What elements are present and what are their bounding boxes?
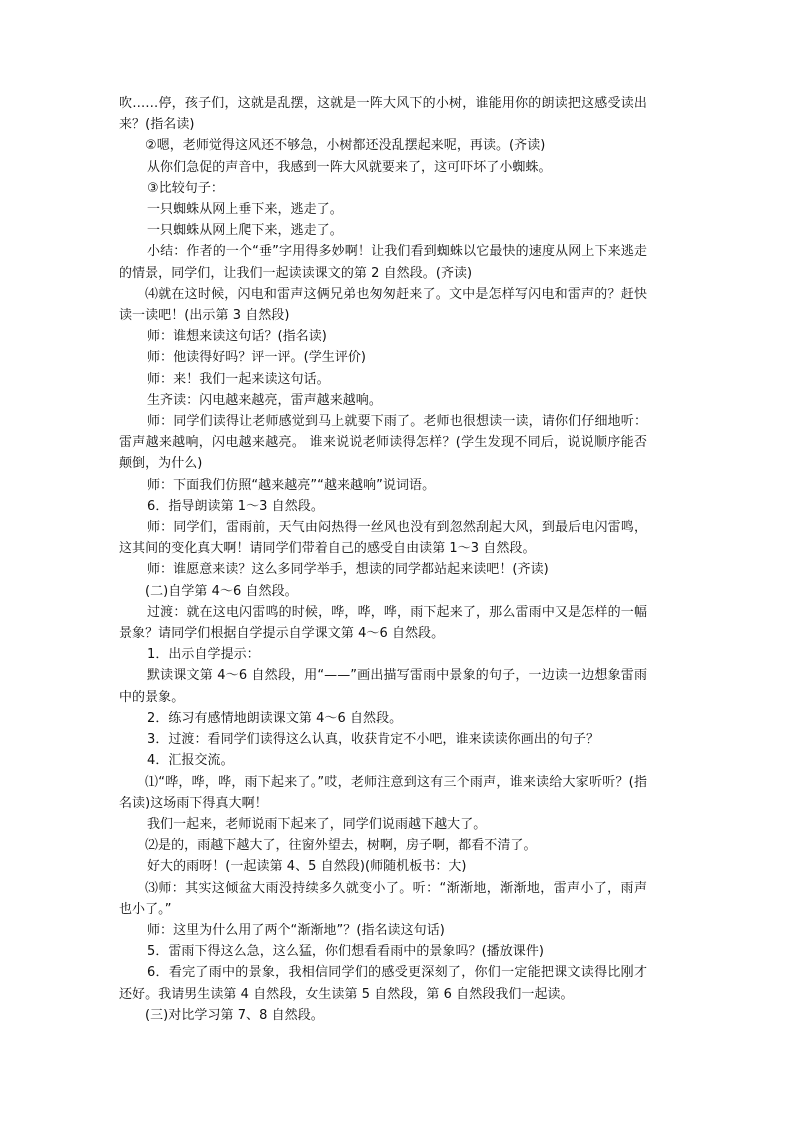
- paragraph: 从你们急促的声音中，我感到一阵大风就要来了，这可吓坏了小蜘蛛。: [147, 159, 552, 175]
- paragraph: 5．雷雨下得这么急，这么猛，你们想看看雨中的景象吗？(播放课件): [147, 944, 545, 960]
- paragraph: 小结：作者的一个“垂”字用得多妙啊！让我们看到蜘蛛以它最快的速度从网上下来逃走的情景，同学们，让我们一起读读课文的第 2 自然段。(齐读): [119, 244, 647, 281]
- paragraph: 师：他读得好吗？评一评。(学生评价): [147, 350, 367, 366]
- paragraph: ⑴“哗，哗，哗，雨下起来了。”哎，老师注意到这有三个雨声，谁来读给大家听听？(指名读)这场雨下得真大啊！: [119, 774, 647, 811]
- paragraph: 默读课文第 4～6 自然段，用“——”画出描写雷雨中景象的句子，一边读一边想象雷雨中的景象。: [119, 668, 647, 705]
- paragraph: 师：下面我们仿照“越来越亮”“越来越响”说词语。: [147, 477, 436, 493]
- paragraph: 过渡：就在这电闪雷鸣的时候，哗，哗，哗，雨下起来了，那么雷雨中又是怎样的一幅景象？请同学们根据自学提示自学课文第 4～6 自然段。: [119, 604, 647, 642]
- paragraph: 师：同学们，雷雨前，天气由闷热得一丝风也没有到忽然刮起大风，到最后电闪雷鸣，这其间的变化真大啊！请同学们带着自己的感受自由读第 1～3 自然段。: [119, 520, 647, 557]
- section-heading: (三)对比学习第 7、8 自然段。: [145, 1007, 324, 1023]
- paragraph: 好大的雨呀！(一起读第 4、5 自然段)(师随机板书：大): [147, 859, 467, 875]
- paragraph: ②嗯，老师觉得这风还不够急，小树都还没乱摆起来呢，再读。(齐读): [145, 138, 546, 154]
- paragraph: 2．练习有感情地朗读课文第 4～6 自然段。: [147, 710, 403, 726]
- paragraph: 我们一起来，老师说雨下起来了，同学们说雨越下越大了。: [147, 816, 487, 832]
- paragraph: 师：谁想来读这句话？(指名读): [147, 329, 327, 345]
- paragraph: ③比较句子：: [147, 180, 224, 196]
- paragraph: ⑶师：其实这倾盆大雨没持续多久就变小了。听：“渐渐地，渐渐地，雷声小了，雨声也小了。”: [119, 880, 647, 917]
- document-body: [119, 93, 647, 1026]
- paragraph: ⑷就在这时候，闪电和雷声这俩兄弟也匆匆赶来了。文中是怎样写闪电和雷声的？赶快读一读吧！(出示第 3 自然段): [119, 286, 647, 324]
- paragraph: 4．汇报交流。: [147, 753, 234, 769]
- paragraph: 师：谁愿意来读？这么多同学举手，想读的同学都站起来读吧！(齐读): [147, 562, 549, 578]
- paragraph: 师：来！我们一起来读这句话。: [147, 371, 330, 387]
- paragraph: 生齐读：闪电越来越亮，雷声越来越响。: [147, 392, 382, 408]
- paragraph: 师：这里为什么用了两个“渐渐地”？(指名读这句话): [147, 922, 445, 938]
- paragraph: 师：同学们读得让老师感觉到马上就要下雨了。老师也很想读一读，请你们仔细地听：雷声越来越响，闪电越来越亮。 谁来说说老师读得怎样？(学生发现不同后，说说顺序能否颠倒，为什么): [119, 414, 647, 472]
- section-heading: (二)自学第 4～6 自然段。: [145, 583, 298, 599]
- paragraph: 1．出示自学提示：: [147, 647, 260, 663]
- paragraph: ⑵是的，雨越下越大了，往窗外望去，树啊，房子啊，都看不清了。: [145, 838, 537, 854]
- paragraph: 一只蜘蛛从网上垂下来，逃走了。: [147, 202, 343, 218]
- paragraph: 吹……停，孩子们，这就是乱摆，这就是一阵大风下的小树，谁能用你的朗读把这感受读出来？(指名读): [119, 96, 647, 133]
- paragraph: 6．指导朗读第 1～3 自然段。: [147, 498, 324, 514]
- paragraph: 一只蜘蛛从网上爬下来，逃走了。: [147, 223, 343, 239]
- paragraph: 6．看完了雨中的景象，我相信同学们的感受更深刻了，你们一定能把课文读得比刚才还好。我请男生读第 4 自然段，女生读第 5 自然段，第 6 自然段我们一起读。: [119, 965, 647, 1002]
- paragraph: 3．过渡：看同学们读得这么认真，收获肯定不小吧，谁来读读你画出的句子？: [147, 732, 600, 748]
